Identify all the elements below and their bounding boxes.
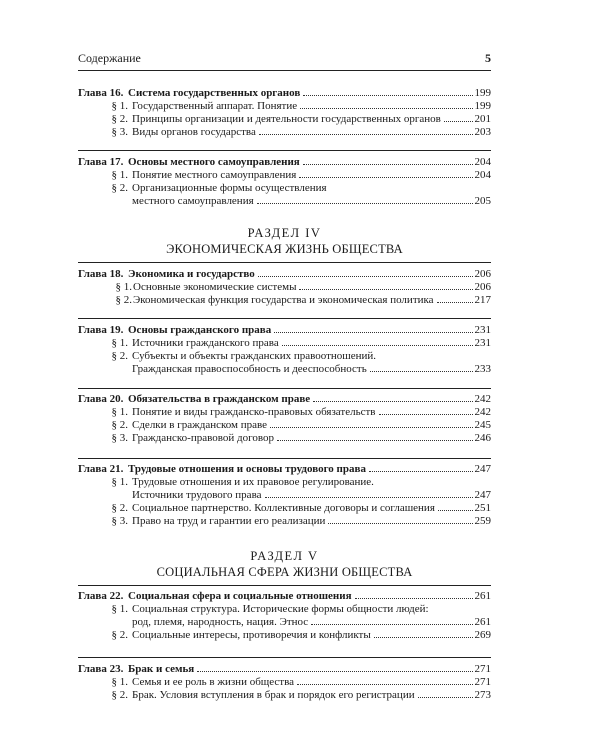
section-entry[interactable]: [78, 406, 491, 419]
part-label: РАЗДЕЛ IV: [247, 226, 322, 240]
dot-leader: [197, 671, 472, 672]
section-title: Сделки в гражданском праве: [132, 419, 268, 431]
section-entry[interactable]: [78, 281, 491, 294]
part-heading-v: [78, 548, 491, 580]
section-page: 201: [474, 113, 491, 125]
section-entry[interactable]: [78, 100, 491, 113]
section-entry[interactable]: [78, 676, 491, 689]
chapter-heading[interactable]: [78, 663, 491, 676]
chapter-heading[interactable]: [78, 87, 491, 100]
section-title: Брак. Условия вступления в брак и порядок его регистрации: [132, 689, 415, 701]
chapter-16: [78, 87, 491, 139]
chapter-number: Глава 18.: [78, 268, 124, 280]
section-title: Организационные формы осуществления: [132, 182, 327, 194]
chapter-20: [78, 393, 491, 445]
header-rule: [78, 70, 491, 71]
section-title: Трудовые отношения и их правовое регулирование.: [132, 476, 374, 488]
running-title: Содержание: [78, 51, 141, 65]
chapter-title: Основы местного самоуправления: [128, 156, 300, 168]
section-title: Источники гражданского права: [132, 337, 279, 349]
section-page: 269: [474, 629, 491, 641]
running-header: [78, 51, 491, 65]
section-number: § 1.: [111, 676, 128, 688]
divider: [78, 150, 491, 151]
section-number: § 1.: [111, 100, 128, 112]
section-number: § 2.: [111, 629, 128, 641]
chapter-title: Система государственных органов: [128, 87, 301, 99]
chapter-heading[interactable]: [78, 268, 491, 281]
chapter-page: 261: [474, 590, 491, 602]
section-page: 205: [474, 195, 491, 207]
section-entry[interactable]: [78, 294, 491, 307]
chapter-heading[interactable]: [78, 463, 491, 476]
chapter-23: [78, 663, 491, 702]
section-entry-continued[interactable]: [78, 363, 491, 376]
section-title: Понятие местного самоуправления: [132, 169, 297, 181]
part-label: РАЗДЕЛ V: [250, 549, 319, 563]
section-page: 242: [474, 406, 491, 418]
chapter-title: Социальная сфера и социальные отношения: [128, 590, 352, 602]
section-page: 206: [474, 281, 491, 293]
chapter-page: 247: [474, 463, 491, 475]
section-number: § 2.: [111, 350, 128, 362]
section-entry-continued[interactable]: [78, 195, 491, 208]
section-entry[interactable]: [78, 350, 491, 363]
section-title: Экономическая функция государства и экономическая политика: [133, 294, 434, 306]
chapter-page: 271: [474, 663, 491, 675]
section-entry[interactable]: [78, 689, 491, 702]
divider: [78, 388, 491, 389]
chapter-number: Глава 17.: [78, 156, 124, 168]
section-title: Понятие и виды гражданско-правовых обязательств: [132, 406, 376, 418]
divider: [78, 318, 491, 319]
section-page: 246: [474, 432, 491, 444]
chapter-heading[interactable]: [78, 393, 491, 406]
section-number: § 1.: [111, 406, 128, 418]
chapter-page: 204: [474, 156, 491, 168]
chapter-page: 242: [474, 393, 491, 405]
section-title: Социальное партнерство. Коллективные договоры и соглашения: [132, 502, 435, 514]
section-number: § 1.: [111, 337, 128, 349]
section-entry[interactable]: [78, 502, 491, 515]
section-title: Социальная структура. Исторические формы общности людей:: [132, 603, 429, 615]
section-title: Государственный аппарат. Понятие: [132, 100, 298, 112]
section-entry[interactable]: [78, 126, 491, 139]
section-page: 251: [474, 502, 491, 514]
section-title: Семья и ее роль в жизни общества: [132, 676, 295, 688]
divider: [78, 657, 491, 658]
part-heading-iv: [78, 225, 491, 257]
chapter-21: [78, 463, 491, 528]
dot-leader: [270, 427, 472, 428]
chapter-18: [78, 268, 491, 307]
section-page: 233: [474, 363, 491, 375]
section-entry[interactable]: [78, 476, 491, 489]
section-page: 261: [474, 616, 491, 628]
section-title: Субъекты и объекты гражданских правоотношений.: [132, 350, 377, 362]
chapter-number: Глава 20.: [78, 393, 124, 405]
page-number: 5: [485, 51, 491, 65]
chapter-number: Глава 22.: [78, 590, 124, 602]
section-entry[interactable]: [78, 419, 491, 432]
dot-leader: [258, 276, 473, 277]
dot-leader: [418, 697, 473, 698]
chapter-number: Глава 19.: [78, 324, 124, 336]
dot-leader: [328, 523, 472, 524]
dot-leader: [277, 440, 473, 441]
section-title: местного самоуправления: [132, 195, 254, 207]
section-number: § 1.: [115, 281, 132, 293]
dot-leader: [303, 95, 472, 96]
section-entry-continued[interactable]: [78, 616, 491, 629]
chapter-number: Глава 23.: [78, 663, 124, 675]
chapter-19: [78, 324, 491, 376]
section-number: § 3.: [111, 515, 128, 527]
dot-leader: [265, 497, 473, 498]
dot-leader: [257, 203, 473, 204]
section-entry[interactable]: [78, 432, 491, 445]
chapter-title: Обязательства в гражданском праве: [128, 393, 311, 405]
section-entry[interactable]: [78, 629, 491, 642]
dot-leader: [369, 471, 473, 472]
section-page: 271: [474, 676, 491, 688]
section-number: § 3.: [111, 126, 128, 138]
section-page: 204: [474, 169, 491, 181]
section-title: Принципы организации и деятельности государственных органов: [132, 113, 441, 125]
section-number: § 2.: [111, 182, 128, 194]
chapter-title: Экономика и государство: [128, 268, 255, 280]
chapter-page: 206: [474, 268, 491, 280]
dot-leader: [370, 371, 473, 372]
dot-leader: [374, 637, 473, 638]
dot-leader: [437, 302, 473, 303]
chapter-heading[interactable]: [78, 156, 491, 169]
section-title: Социальные интересы, противоречия и конфликты: [132, 629, 371, 641]
dot-leader: [299, 289, 472, 290]
section-page: 247: [474, 489, 491, 501]
chapter-number: Глава 16.: [78, 87, 124, 99]
chapter-title: Брак и семья: [128, 663, 195, 675]
dot-leader: [274, 332, 472, 333]
dot-leader: [444, 121, 473, 122]
section-page: 199: [474, 100, 491, 112]
section-number: § 1.: [111, 169, 128, 181]
dot-leader: [282, 345, 473, 346]
chapter-22: [78, 590, 491, 642]
dot-leader: [300, 108, 472, 109]
dot-leader: [303, 164, 473, 165]
section-page: 231: [474, 337, 491, 349]
section-number: § 2.: [111, 502, 128, 514]
dot-leader: [311, 624, 472, 625]
chapter-title: Трудовые отношения и основы трудового права: [128, 463, 366, 475]
section-title: Гражданско-правовой договор: [132, 432, 274, 444]
chapter-heading[interactable]: [78, 324, 491, 337]
section-entry-continued[interactable]: [78, 489, 491, 502]
chapter-17: [78, 156, 491, 208]
section-title: Право на труд и гарантии его реализации: [132, 515, 326, 527]
section-title: род, племя, народность, нация. Этнос: [132, 616, 309, 628]
dot-leader: [297, 684, 472, 685]
dot-leader: [355, 598, 473, 599]
chapter-page: 231: [474, 324, 491, 336]
section-page: 203: [474, 126, 491, 138]
part-title: СОЦИАЛЬНАЯ СФЕРА ЖИЗНИ ОБЩЕСТВА: [156, 565, 413, 579]
section-title: Основные экономические системы: [133, 281, 297, 293]
section-title: Гражданская правоспособность и дееспособность: [132, 363, 367, 375]
dot-leader: [438, 510, 473, 511]
chapter-number: Глава 21.: [78, 463, 124, 475]
divider: [78, 262, 491, 263]
section-entry[interactable]: [78, 603, 491, 616]
section-number: § 1.: [111, 476, 128, 488]
section-number: § 2.: [111, 113, 128, 125]
dot-leader: [259, 134, 473, 135]
section-page: 245: [474, 419, 491, 431]
section-number: § 2.: [111, 419, 128, 431]
dot-leader: [299, 177, 472, 178]
section-number: § 2.: [111, 689, 128, 701]
section-entry[interactable]: [78, 113, 491, 126]
section-number: § 2.: [115, 294, 132, 306]
section-title: Виды органов государства: [132, 126, 256, 138]
chapter-heading[interactable]: [78, 590, 491, 603]
chapter-page: 199: [474, 87, 491, 99]
section-title: Источники трудового права: [132, 489, 262, 501]
divider: [78, 458, 491, 459]
chapter-title: Основы гражданского права: [128, 324, 272, 336]
section-page: 273: [474, 689, 491, 701]
section-number: § 1.: [111, 603, 128, 615]
dot-leader: [313, 401, 472, 402]
section-entry[interactable]: [78, 515, 491, 528]
dot-leader: [379, 414, 473, 415]
divider: [78, 585, 491, 586]
section-entry[interactable]: [78, 182, 491, 195]
section-page: 217: [474, 294, 491, 306]
part-title: ЭКОНОМИЧЕСКАЯ ЖИЗНЬ ОБЩЕСТВА: [166, 242, 403, 256]
section-page: 259: [474, 515, 491, 527]
section-entry[interactable]: [78, 337, 491, 350]
section-entry[interactable]: [78, 169, 491, 182]
section-number: § 3.: [111, 432, 128, 444]
